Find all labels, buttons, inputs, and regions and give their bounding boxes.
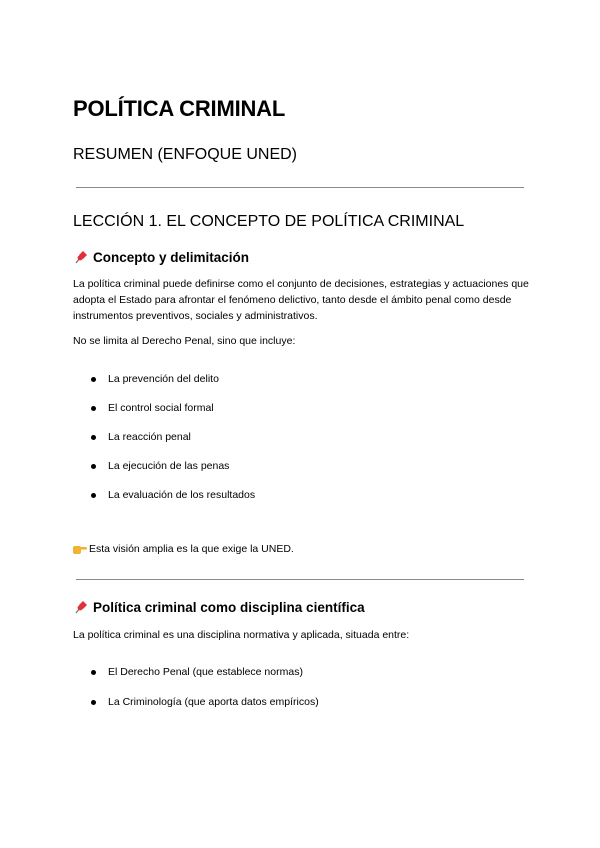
bullet-dot — [91, 670, 96, 675]
list-item — [91, 489, 255, 501]
document-title: POLÍTICA CRIMINAL — [73, 96, 286, 121]
horizontal-rule — [76, 579, 524, 580]
list-item-text: La Criminología (que aporta datos empíricos) — [108, 696, 319, 708]
section-heading-concepto — [73, 249, 249, 265]
lesson-heading: LECCIÓN 1. EL CONCEPTO DE POLÍTICA CRIMINAL — [73, 213, 465, 230]
section-heading-disciplina — [73, 599, 365, 615]
section-heading-text: Concepto y delimitación — [93, 249, 250, 265]
note-line — [73, 543, 294, 555]
pointing-hand-icon — [73, 543, 87, 555]
pushpin-icon — [73, 599, 89, 615]
list-item-text: La ejecución de las penas — [108, 460, 230, 472]
list-item — [91, 431, 191, 443]
pushpin-icon — [73, 249, 89, 265]
list-item — [91, 373, 219, 385]
list-item — [91, 696, 319, 708]
list-item-text: El Derecho Penal (que establece normas) — [108, 666, 303, 678]
bullet-dot — [91, 700, 96, 705]
list-item-text: La evaluación de los resultados — [108, 489, 256, 501]
bullet-dot — [91, 493, 96, 498]
list-item-text: La prevención del delito — [108, 373, 219, 385]
bullet-dot — [91, 464, 96, 469]
section-heading-text: Política criminal como disciplina científica — [93, 599, 365, 615]
horizontal-rule — [76, 187, 524, 188]
list-item-text: El control social formal — [108, 402, 214, 414]
paragraph-definition: La política criminal puede definirse como el conjunto de decisiones, estrategias y actuaciones que adopta el Estado para afrontar el fenómeno delictivo, tanto desde el ámbito penal como desde instrumentos preventivos, sociales y administrativos. — [73, 278, 529, 322]
list-item — [91, 460, 229, 472]
note-text: Esta visión amplia es la que exige la UNED. — [89, 543, 294, 555]
paragraph-disciplina: La política criminal es una disciplina normativa y aplicada, situada entre: — [73, 629, 410, 641]
list-item — [91, 666, 303, 678]
paragraph-intro-list: No se limita al Derecho Penal, sino que incluye: — [73, 335, 296, 347]
list-item — [91, 402, 214, 414]
bullet-dot — [91, 406, 96, 411]
document-subtitle: RESUMEN (ENFOQUE UNED) — [73, 146, 298, 163]
bullet-dot — [91, 435, 96, 440]
bullet-dot — [91, 377, 96, 382]
list-item-text: La reacción penal — [108, 431, 191, 443]
